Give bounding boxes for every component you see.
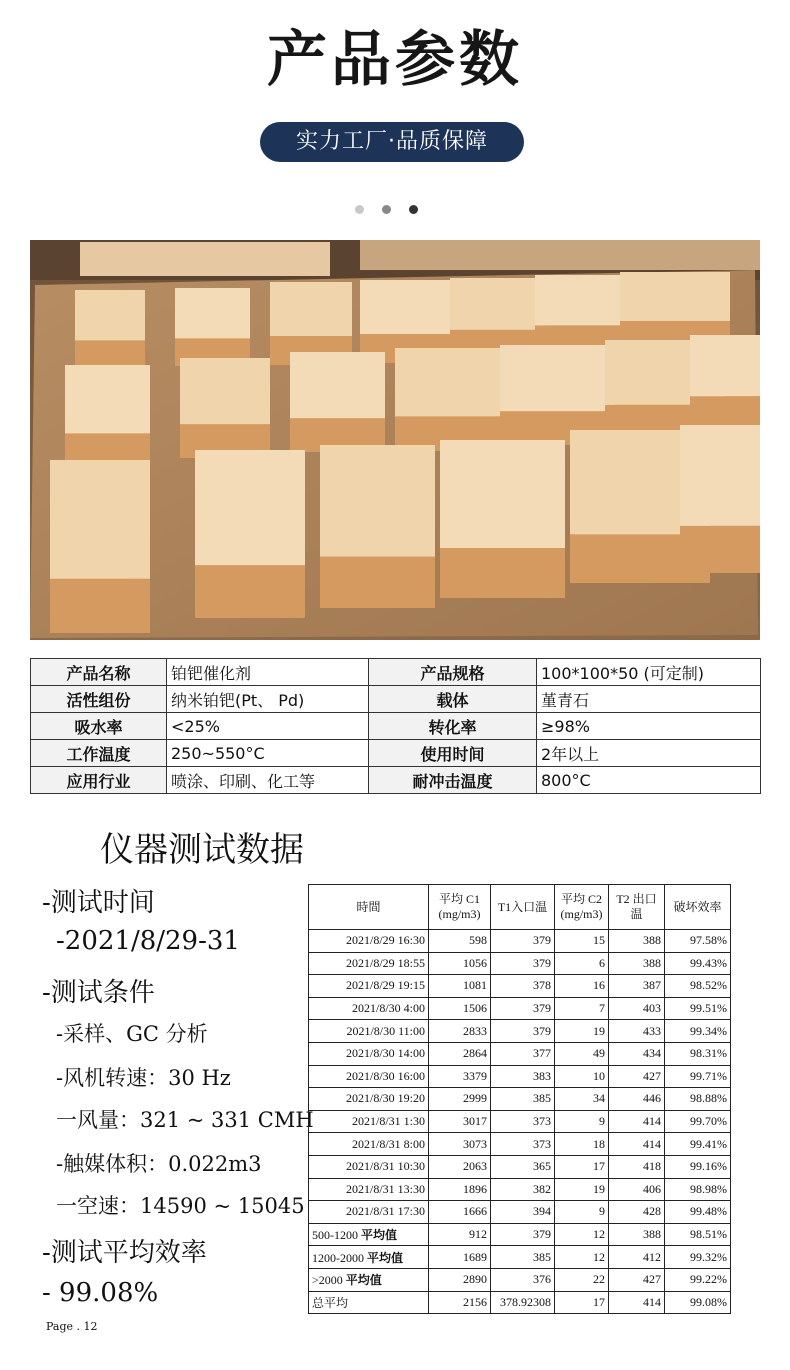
spec-row — [31, 659, 761, 686]
summary-cell: 12 — [555, 1246, 609, 1269]
page-title: 产品参数 — [267, 25, 523, 95]
summary-cell: 99.08% — [665, 1291, 731, 1314]
data-cell: 388 — [609, 930, 665, 953]
subtitle-badge: 实力工厂·品质保障 — [260, 122, 524, 162]
summary-row — [309, 1268, 731, 1291]
summary-cell: 1689 — [429, 1246, 491, 1269]
spec-value: 铂钯催化剂 — [167, 659, 369, 686]
test-info-line: -采样、GC 分析 — [56, 1022, 208, 1046]
data-cell: 34 — [555, 1088, 609, 1111]
data-cell-time: 2021/8/29 18:55 — [309, 952, 429, 975]
catalyst-block-top — [680, 425, 760, 526]
data-cell-time: 2021/8/31 17:30 — [309, 1201, 429, 1224]
spec-value: 堇青石 — [537, 686, 761, 713]
test-info-line: -触媒体积：0.022m3 — [56, 1152, 262, 1176]
data-cell: 3379 — [429, 1065, 491, 1088]
data-cell: 382 — [491, 1178, 555, 1201]
data-column-header: 平均 C1 (mg/m3) — [429, 885, 491, 930]
summary-label — [309, 1246, 429, 1269]
catalyst-honeycomb-blocks-photo — [30, 240, 760, 640]
data-row — [309, 930, 731, 953]
test-info-line: -测试条件 — [42, 978, 155, 1008]
data-cell: 99.16% — [665, 1155, 731, 1178]
data-cell: 446 — [609, 1088, 665, 1111]
data-cell: 19 — [555, 1178, 609, 1201]
data-cell: 2063 — [429, 1155, 491, 1178]
data-cell: 98.31% — [665, 1042, 731, 1065]
data-cell: 99.48% — [665, 1201, 731, 1224]
data-cell-time: 2021/8/30 16:00 — [309, 1065, 429, 1088]
summary-cell: 2890 — [429, 1268, 491, 1291]
data-cell: 3073 — [429, 1133, 491, 1156]
carousel-dot-1[interactable] — [355, 205, 364, 214]
data-cell: 1056 — [429, 952, 491, 975]
data-row — [309, 1065, 731, 1088]
data-cell: 394 — [491, 1201, 555, 1224]
data-cell-time: 2021/8/30 14:00 — [309, 1042, 429, 1065]
spec-row — [31, 713, 761, 740]
data-cell: 99.43% — [665, 952, 731, 975]
data-cell: 385 — [491, 1088, 555, 1111]
spec-label: 产品规格 — [369, 659, 537, 686]
data-cell: 373 — [491, 1133, 555, 1156]
summary-cell: 2156 — [429, 1291, 491, 1314]
summary-row — [309, 1223, 731, 1246]
data-cell: 2833 — [429, 1020, 491, 1043]
data-cell: 365 — [491, 1155, 555, 1178]
summary-cell: 376 — [491, 1268, 555, 1291]
spec-table — [30, 658, 761, 794]
data-row — [309, 1042, 731, 1065]
data-column-header: T2 出口 温 — [609, 885, 665, 930]
summary-cell: 98.51% — [665, 1223, 731, 1246]
catalyst-block-side — [690, 396, 760, 428]
summary-label-avg: 平均值 — [367, 1250, 404, 1265]
data-cell: 434 — [609, 1042, 665, 1065]
summary-cell: 412 — [609, 1246, 665, 1269]
data-cell: 414 — [609, 1110, 665, 1133]
data-cell: 406 — [609, 1178, 665, 1201]
summary-label-range: 1200-2000 — [312, 1250, 367, 1265]
spec-value: 800°C — [537, 767, 761, 794]
data-cell: 99.70% — [665, 1110, 731, 1133]
summary-cell: 379 — [491, 1223, 555, 1246]
summary-cell: 17 — [555, 1291, 609, 1314]
spec-row — [31, 740, 761, 767]
data-cell: 414 — [609, 1133, 665, 1156]
data-cell: 379 — [491, 930, 555, 953]
summary-label — [309, 1268, 429, 1291]
data-column-header: 破坏效率 — [665, 885, 731, 930]
spec-label: 转化率 — [369, 713, 537, 740]
catalyst-block-top — [180, 358, 270, 424]
catalyst-block-side — [680, 526, 760, 573]
spec-value: 纳米铂钯(Pt、 Pd) — [167, 686, 369, 713]
summary-cell: 12 — [555, 1223, 609, 1246]
data-column-header: 平均 C2 (mg/m3) — [555, 885, 609, 930]
data-cell: 433 — [609, 1020, 665, 1043]
data-cell: 99.71% — [665, 1065, 731, 1088]
data-cell: 383 — [491, 1065, 555, 1088]
data-row — [309, 997, 731, 1020]
test-info-line: -2021/8/29-31 — [56, 926, 240, 956]
data-row — [309, 1155, 731, 1178]
data-cell: 1666 — [429, 1201, 491, 1224]
spec-value: 250~550°C — [167, 740, 369, 767]
spec-label: 吸水率 — [31, 713, 167, 740]
spec-value: 2年以上 — [537, 740, 761, 767]
data-cell-time: 2021/8/29 19:15 — [309, 975, 429, 998]
data-cell: 10 — [555, 1065, 609, 1088]
spec-row — [31, 767, 761, 794]
spec-label: 工作温度 — [31, 740, 167, 767]
summary-cell: 388 — [609, 1223, 665, 1246]
summary-label — [309, 1223, 429, 1246]
data-cell: 598 — [429, 930, 491, 953]
spec-row — [31, 686, 761, 713]
summary-cell: 414 — [609, 1291, 665, 1314]
catalyst-block-side — [440, 548, 565, 598]
spec-value: <25% — [167, 713, 369, 740]
data-cell-time: 2021/8/31 8:00 — [309, 1133, 429, 1156]
data-cell: 99.41% — [665, 1133, 731, 1156]
test-info-line: -风机转速：30 Hz — [56, 1066, 231, 1090]
data-cell: 7 — [555, 997, 609, 1020]
catalyst-block-top — [440, 440, 565, 548]
data-cell-time: 2021/8/30 4:00 — [309, 997, 429, 1020]
catalyst-block-top — [360, 280, 450, 334]
data-cell: 6 — [555, 952, 609, 975]
summary-cell: 378.92308 — [491, 1291, 555, 1314]
data-cell: 418 — [609, 1155, 665, 1178]
catalyst-block-top — [270, 282, 352, 336]
data-cell: 16 — [555, 975, 609, 998]
data-row — [309, 1178, 731, 1201]
catalyst-block-top — [65, 365, 150, 433]
data-cell: 403 — [609, 997, 665, 1020]
data-cell-time: 2021/8/30 19:20 — [309, 1088, 429, 1111]
data-cell: 17 — [555, 1155, 609, 1178]
spec-label: 应用行业 — [31, 767, 167, 794]
catalyst-block-top — [175, 288, 250, 338]
data-row — [309, 1201, 731, 1224]
data-cell: 378 — [491, 975, 555, 998]
data-cell: 99.34% — [665, 1020, 731, 1043]
data-cell: 2999 — [429, 1088, 491, 1111]
data-cell: 379 — [491, 1020, 555, 1043]
spec-value: ≥98% — [537, 713, 761, 740]
data-row — [309, 1110, 731, 1133]
data-cell: 98.88% — [665, 1088, 731, 1111]
page-number: Page . 12 — [46, 1320, 98, 1333]
data-cell: 428 — [609, 1201, 665, 1224]
summary-label-avg: 平均值 — [345, 1273, 382, 1288]
test-data-table — [308, 884, 731, 1314]
catalyst-block-top — [620, 272, 730, 321]
data-cell: 19 — [555, 1020, 609, 1043]
data-row — [309, 952, 731, 975]
spec-label: 产品名称 — [31, 659, 167, 686]
data-cell: 427 — [609, 1065, 665, 1088]
summary-label-avg: 平均值 — [361, 1228, 398, 1243]
catalyst-block-top — [320, 445, 435, 557]
spec-value: 喷涂、印刷、化工等 — [167, 767, 369, 794]
data-cell: 3017 — [429, 1110, 491, 1133]
data-cell: 388 — [609, 952, 665, 975]
test-info-line: 一风量：321 ~ 331 CMH — [56, 1108, 314, 1132]
data-cell: 2864 — [429, 1042, 491, 1065]
data-cell: 379 — [491, 952, 555, 975]
summary-label-range: >2000 — [312, 1273, 346, 1288]
data-cell: 387 — [609, 975, 665, 998]
summary-label-range: 500-1200 — [312, 1228, 361, 1243]
catalyst-block-side — [50, 579, 150, 633]
data-column-header: 時間 — [309, 885, 429, 930]
data-cell: 9 — [555, 1110, 609, 1133]
spec-label: 使用时间 — [369, 740, 537, 767]
data-cell-time: 2021/8/31 13:30 — [309, 1178, 429, 1201]
summary-row — [309, 1291, 731, 1314]
test-info-line: - 99.08% — [42, 1278, 159, 1308]
summary-cell: 427 — [609, 1268, 665, 1291]
summary-cell: 912 — [429, 1223, 491, 1246]
summary-cell: 99.22% — [665, 1268, 731, 1291]
spec-label: 活性组份 — [31, 686, 167, 713]
carousel-dot-3[interactable] — [409, 205, 418, 214]
data-column-header: T1入口温 — [491, 885, 555, 930]
catalyst-blocks-photo — [30, 240, 760, 640]
catalyst-block-top — [195, 450, 305, 565]
data-cell: 373 — [491, 1110, 555, 1133]
carousel-dot-2[interactable] — [382, 205, 391, 214]
data-cell: 377 — [491, 1042, 555, 1065]
catalyst-block-top — [50, 460, 150, 579]
data-row — [309, 1133, 731, 1156]
data-row — [309, 975, 731, 998]
spec-value: 100*100*50 (可定制) — [537, 659, 761, 686]
data-cell: 1896 — [429, 1178, 491, 1201]
data-cell: 97.58% — [665, 930, 731, 953]
data-cell: 49 — [555, 1042, 609, 1065]
catalyst-block-top — [450, 278, 545, 330]
data-cell: 18 — [555, 1133, 609, 1156]
catalyst-block-top — [75, 290, 145, 340]
summary-cell: 22 — [555, 1268, 609, 1291]
summary-cell: 385 — [491, 1246, 555, 1269]
spec-label: 耐冲击温度 — [369, 767, 537, 794]
data-cell-time: 2021/8/30 11:00 — [309, 1020, 429, 1043]
data-cell: 99.51% — [665, 997, 731, 1020]
data-cell-time: 2021/8/31 10:30 — [309, 1155, 429, 1178]
data-row — [309, 1088, 731, 1111]
catalyst-block-top — [395, 348, 500, 416]
data-cell: 1506 — [429, 997, 491, 1020]
data-cell-time: 2021/8/31 1:30 — [309, 1110, 429, 1133]
summary-row — [309, 1246, 731, 1269]
data-row — [309, 1020, 731, 1043]
data-cell: 98.52% — [665, 975, 731, 998]
test-info-line: -测试平均效率 — [42, 1238, 207, 1268]
data-cell: 15 — [555, 930, 609, 953]
catalyst-block-top — [500, 345, 615, 411]
test-info-line: -测试时间 — [42, 888, 155, 918]
test-info-line: 一空速：14590 ~ 15045 — [56, 1194, 305, 1218]
data-cell: 1081 — [429, 975, 491, 998]
data-cell: 9 — [555, 1201, 609, 1224]
catalyst-block-side — [320, 557, 435, 608]
data-cell-time: 2021/8/29 16:30 — [309, 930, 429, 953]
summary-label-range: 总平均 — [312, 1295, 349, 1310]
summary-cell: 99.32% — [665, 1246, 731, 1269]
catalyst-block-side — [195, 565, 305, 618]
data-cell: 98.98% — [665, 1178, 731, 1201]
test-section-title: 仪器测试数据 — [100, 830, 304, 870]
summary-label — [309, 1291, 429, 1314]
spec-label: 载体 — [369, 686, 537, 713]
catalyst-block-top — [690, 335, 760, 396]
catalyst-block-top — [290, 352, 385, 418]
catalyst-block-side — [75, 340, 145, 368]
data-cell: 379 — [491, 997, 555, 1020]
